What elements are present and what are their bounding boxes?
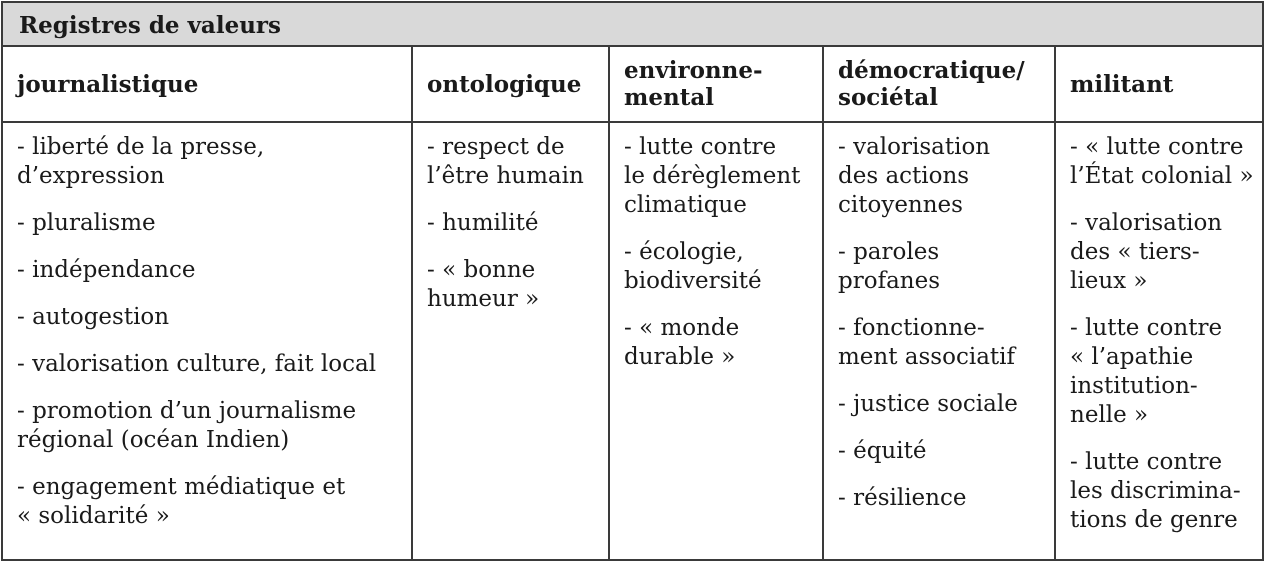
list-item: - « lutte contre l’État colonial » xyxy=(1070,134,1254,189)
column-body xyxy=(17,133,405,549)
list-item: - liberté de la presse, d’expression xyxy=(17,134,265,189)
list-item: - valorisation des actions citoyennes xyxy=(838,134,991,218)
column-body xyxy=(427,133,602,332)
list-item: - écologie, biodiversité xyxy=(624,239,762,294)
column-header-cell xyxy=(1056,47,1264,123)
list-item: - humilité xyxy=(427,210,539,236)
values-table xyxy=(1,1,1264,561)
list-item: - promotion d’un journalisme régional (océan Indien) xyxy=(17,398,357,453)
list-item: - justice sociale xyxy=(838,391,1018,417)
list-item: - équité xyxy=(838,438,927,464)
list-item: - lutte contre les discrimina- tions de genre xyxy=(1070,449,1241,533)
list-item: - engagement médiatique et « solidarité » xyxy=(17,474,346,529)
list-item: - valorisation des « tiers- lieux » xyxy=(1070,210,1223,294)
list-item: - fonctionne- ment associatif xyxy=(838,315,1016,370)
list-item: - paroles profanes xyxy=(838,239,941,294)
list-item: - « bonne humeur » xyxy=(427,257,540,312)
list-item: - résilience xyxy=(838,485,967,511)
column-body xyxy=(624,133,816,390)
list-item: - pluralisme xyxy=(17,210,156,236)
column-header-cell xyxy=(3,47,411,123)
column-header: démocratique/ sociétal xyxy=(838,57,1025,111)
list-item: - respect de l’être humain xyxy=(427,134,584,189)
column-ontologique xyxy=(411,47,608,561)
list-item: - lutte contre « l’apathie institution- nelle » xyxy=(1070,315,1223,428)
column-journalistique xyxy=(3,47,411,561)
list-item: - autogestion xyxy=(17,304,170,330)
column-header: journalistique xyxy=(17,71,199,98)
table-title-bar xyxy=(3,3,1262,47)
list-item: - valorisation culture, fait local xyxy=(17,351,377,377)
column-body xyxy=(838,133,1048,531)
list-item: - lutte contre le dérèglement climatique xyxy=(624,134,801,218)
list-item: - « monde durable » xyxy=(624,315,740,370)
column-header: environne- mental xyxy=(624,57,763,111)
column-body xyxy=(1070,133,1260,553)
column-header-cell xyxy=(610,47,822,123)
table-title: Registres de valeurs xyxy=(19,12,281,39)
column-environnemental xyxy=(608,47,822,561)
column-militant xyxy=(1054,47,1266,561)
column-header: ontologique xyxy=(427,71,582,98)
list-item: - indépendance xyxy=(17,257,196,283)
column-header: militant xyxy=(1070,71,1174,98)
column-democratique-societal xyxy=(822,47,1054,561)
column-header-cell xyxy=(824,47,1054,123)
column-header-cell xyxy=(413,47,608,123)
